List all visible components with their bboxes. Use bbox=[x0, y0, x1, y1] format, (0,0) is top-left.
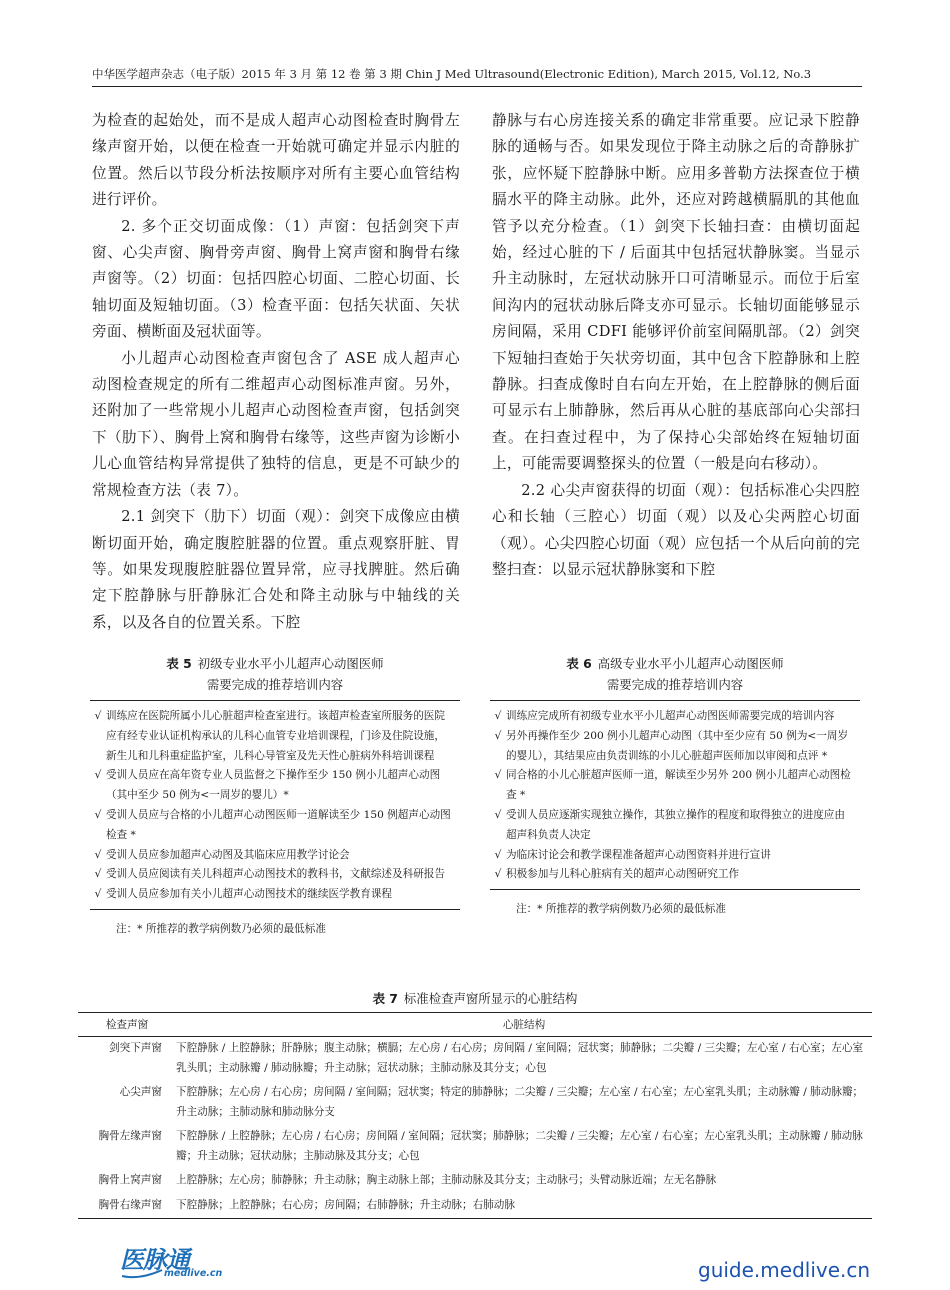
medlive-logo bbox=[120, 1240, 250, 1284]
table-7-caption bbox=[78, 988, 872, 1009]
cell-structures: 上腔静脉；左心房；肺静脉；升主动脉；胸主动脉上部；主肺动脉及其分支；主动脉弓；头臂动脉近端；左无名静脉 bbox=[176, 1174, 717, 1186]
logo-text: 医脉通 bbox=[120, 1246, 189, 1274]
cell-view: 胸骨右缘声窗 bbox=[78, 1194, 176, 1219]
table-6-note: 注：* 所推荐的教学病例数乃必须的最低标准 bbox=[516, 903, 726, 916]
paragraph: 2. 多个正交切面成像：（1）声窗：包括剑突下声窗、心尖声窗、胸骨旁声窗、胸骨上窝声窗和胸骨右缘声窗等。（2）切面：包括四腔心切面、二腔心切面、长轴切面及短轴切面。（3）检查平面：包括矢状面、矢状旁面、横断面及冠状面等。 bbox=[92, 217, 460, 341]
logo-subtext: medlive.cn bbox=[164, 1268, 223, 1279]
list-item bbox=[490, 727, 860, 767]
paragraph: 静脉与右心房连接关系的确定非常重要。应记录下腔静脉的通畅与否。如果发现位于降主动脉之后的奇静脉扩张，应怀疑下腔静脉中断。应用多普勒方法探查位于横膈水平的降主动脉。此外，还应对跨越横膈肌的其他血管予以充分检查。（1）剑突下长轴扫查：由横切面起始，经过心脏的下 / 后面其中包括冠状静脉窦。当显示升主动脉时，左冠状动脉开口可清晰显示。而位于后室间沟内的冠状动脉后降支亦可显示。长轴切面能够显示房间隔，采用 CDFI 能够评价前室间隔肌部。（2）剑突下短轴扫查始于矢状旁切面，其中包含下腔静脉和上腔静脉。扫查成像时自右向左开始，在上腔静脉的侧后面可显示右上肺静脉，然后再从心脏的基底部向心尖部扫查。在扫查过程中，为了保持心尖部始终在短轴切面上，可能需要调整探头的位置（一般是向右移动）。 bbox=[492, 112, 860, 473]
cell-structures: 下腔静脉；左心房 / 右心房；房间隔 / 室间隔；冠状窦；特定的肺静脉；二尖瓣 / 三尖瓣；左心室 / 右心室；左心室乳头肌；主动脉瓣 / 肺动脉瓣；升主动脉；主肺动脉和肺动脉分支 bbox=[176, 1086, 864, 1118]
table-6-items bbox=[490, 701, 860, 890]
paragraph: 为检查的起始处，而不是成人超声心动图检查时胸骨左缘声窗开始，以便在检查一开始就可确定并显示内脏的位置。然后以节段分析法按顺序对所有主要心血管结构进行评价。 bbox=[92, 112, 460, 209]
list-item-text: 训练应在医院所属小儿心脏超声检查室进行。该超声检查室所服务的医院应有经专业认证机构承认的儿科心血管专业培训课程，门诊及住院设施，新生儿和儿科重症监护室，儿科心导管室及先天性心脏病外科培训课程 bbox=[106, 710, 445, 762]
table-5-caption bbox=[90, 653, 460, 695]
table-7-title: 标准检查声窗所显示的心脏结构 bbox=[403, 991, 578, 1006]
cell-structures: 下腔静脉 / 上腔静脉；左心房 / 右心房；房间隔 / 室间隔；冠状窦；肺静脉；二尖瓣 / 三尖瓣；左心室 / 右心室；左心室乳头肌；主动脉瓣 / 肺动脉瓣；升主动脉；冠状动脉；主肺动脉及其分支；心包 bbox=[176, 1130, 863, 1162]
table-5-note: 注：* 所推荐的教学病例数乃必须的最低标准 bbox=[116, 922, 326, 935]
paragraph: 小儿超声心动图检查声窗包含了 ASE 成人超声心动图检查规定的所有二维超声心动图标准声窗。另外，还附加了一些常规小儿超声心动图检查声窗，包括剑突下（肋下）、胸骨上窝和胸骨右缘等，这些声窗为诊断小儿心血管结构异常提供了独特的信息，更是不可缺少的常规检查方法（表 7）。 bbox=[92, 349, 460, 499]
check-icon: √ bbox=[494, 710, 502, 722]
table-row bbox=[78, 1169, 872, 1194]
check-icon: √ bbox=[494, 848, 502, 861]
table-6 bbox=[490, 653, 860, 918]
table-5-title-line2: 需要完成的推荐培训内容 bbox=[206, 677, 344, 692]
check-icon: √ bbox=[94, 769, 102, 782]
cell-structures: 下腔静脉 / 上腔静脉；肝静脉；腹主动脉；横膈；左心房 / 右心房；房间隔 / 室间隔；冠状窦；肺静脉；二尖瓣 / 三尖瓣；左心室 / 右心室；左心室乳头肌；主动脉瓣 / 肺动脉瓣；升主动脉；冠状动脉；主肺动脉及其分支；心包 bbox=[176, 1042, 864, 1074]
cell-view: 心尖声窗 bbox=[119, 1086, 162, 1098]
table-row bbox=[78, 1037, 872, 1082]
list-item-text: 另外再操作至少 200 例小儿超声心动图（其中至少应有 50 例为<一周岁的婴儿），其结果应由负责训练的小儿心脏超声医师加以审阅和点评 * bbox=[506, 729, 849, 762]
footer-url-link[interactable]: guide.medlive.cn bbox=[698, 1258, 871, 1282]
list-item bbox=[90, 806, 460, 846]
table-6-title-line1: 高级专业水平小儿超声心动图医师 bbox=[597, 656, 784, 671]
table-row bbox=[78, 1125, 872, 1169]
list-item bbox=[90, 865, 460, 885]
check-icon: √ bbox=[94, 848, 102, 861]
table-5-label: 表 5 bbox=[166, 656, 192, 671]
cell-view: 胸骨上窝声窗 bbox=[98, 1174, 162, 1186]
column-header-structures: 心脏结构 bbox=[176, 1013, 872, 1037]
list-item bbox=[490, 707, 860, 727]
list-item-text: 受训人员应阅读有关儿科超声心动图技术的教科书，文献综述及科研报告 bbox=[106, 868, 445, 881]
table-5-title-line1: 初级专业水平小儿超声心动图医师 bbox=[197, 656, 384, 671]
list-item bbox=[490, 806, 860, 846]
check-icon: √ bbox=[94, 808, 102, 821]
list-item-text: 同合格的小儿心脏超声医师一道，解读至少另外 200 例小儿超声心动图检查 * bbox=[506, 769, 851, 802]
table-7-label: 表 7 bbox=[372, 991, 398, 1006]
list-item bbox=[90, 707, 460, 766]
table-5 bbox=[90, 653, 460, 938]
list-item-text: 训练应完成所有初级专业水平小儿超声心动图医师需要完成的培训内容 bbox=[506, 710, 835, 722]
check-icon: √ bbox=[94, 868, 102, 881]
logo-swoosh-icon bbox=[120, 1268, 164, 1280]
table-header-row bbox=[78, 1013, 872, 1037]
list-item-text: 为临床讨论会和教学课程准备超声心动图资料并进行宣讲 bbox=[506, 848, 771, 861]
cell-structures: 下腔静脉；上腔静脉；右心房；房间隔；右肺静脉；升主动脉；右肺动脉 bbox=[176, 1194, 872, 1219]
cell-view: 胸骨左缘声窗 bbox=[98, 1130, 162, 1142]
table-7 bbox=[78, 988, 872, 1219]
check-icon: √ bbox=[494, 808, 502, 821]
table-5-items bbox=[90, 701, 460, 910]
check-icon: √ bbox=[94, 710, 102, 722]
list-item bbox=[90, 885, 460, 905]
table-6-caption bbox=[490, 653, 860, 695]
check-icon: √ bbox=[494, 729, 502, 742]
table-row bbox=[78, 1081, 872, 1125]
journal-header: 中华医学超声杂志（电子版）2015 年 3 月 第 12 卷 第 3 期 Chin J Med Ultrasound(Electronic Edition), March 2015, Vol.12, No.3 bbox=[92, 67, 812, 81]
list-item-text: 受训人员应逐渐实现独立操作，其独立操作的程度和取得独立的进度应由超声科负责人决定 bbox=[506, 808, 845, 841]
list-item bbox=[490, 766, 860, 806]
list-item-text: 积极参加与儿科心脏病有关的超声心动图研究工作 bbox=[506, 868, 740, 881]
table-6-label: 表 6 bbox=[566, 656, 592, 671]
table-6-title-line2: 需要完成的推荐培训内容 bbox=[606, 677, 744, 692]
table-row bbox=[78, 1194, 872, 1219]
cell-view: 剑突下声窗 bbox=[109, 1042, 162, 1054]
list-item bbox=[90, 766, 460, 806]
list-item bbox=[490, 846, 860, 866]
list-item-text: 受训人员应在高年资专业人员监督之下操作至少 150 例小儿超声心动图（其中至少 50 例为<一周岁的婴儿）* bbox=[106, 769, 441, 802]
paragraph: 2.1 剑突下（肋下）切面（观）：剑突下成像应由横断切面开始，确定腹腔脏器的位置。重点观察肝脏、胃等。如果发现腹腔脏器位置异常，应寻找脾脏。然后确定下腔静脉与肝静脉汇合处和降主动脉与中轴线的关系，以及各自的位置关系。下腔 bbox=[92, 508, 460, 631]
check-icon: √ bbox=[494, 868, 502, 881]
list-item-text: 受训人员应参加超声心动图及其临床应用教学讨论会 bbox=[106, 848, 350, 861]
check-icon: √ bbox=[94, 888, 102, 901]
left-column bbox=[92, 108, 460, 636]
list-item bbox=[490, 865, 860, 885]
header-rule bbox=[92, 86, 862, 87]
list-item-text: 受训人员应参加有关小儿超声心动图技术的继续医学教育课程 bbox=[106, 888, 393, 901]
paragraph: 2.2 心尖声窗获得的切面（观）：包括标准心尖四腔心和长轴（三腔心）切面（观）以及心尖两腔心切面（观）。心尖四腔心切面（观）应包括一个从后向前的完整扫查：以显示冠状静脉窦和下腔 bbox=[492, 481, 860, 578]
table-7-grid bbox=[78, 1012, 872, 1219]
list-item bbox=[90, 846, 460, 866]
check-icon: √ bbox=[494, 769, 502, 782]
right-column bbox=[492, 108, 860, 583]
column-header-view: 检查声窗 bbox=[78, 1013, 176, 1037]
list-item-text: 受训人员应与合格的小儿超声心动图医师一道解读至少 150 例超声心动图检查 * bbox=[106, 808, 451, 841]
